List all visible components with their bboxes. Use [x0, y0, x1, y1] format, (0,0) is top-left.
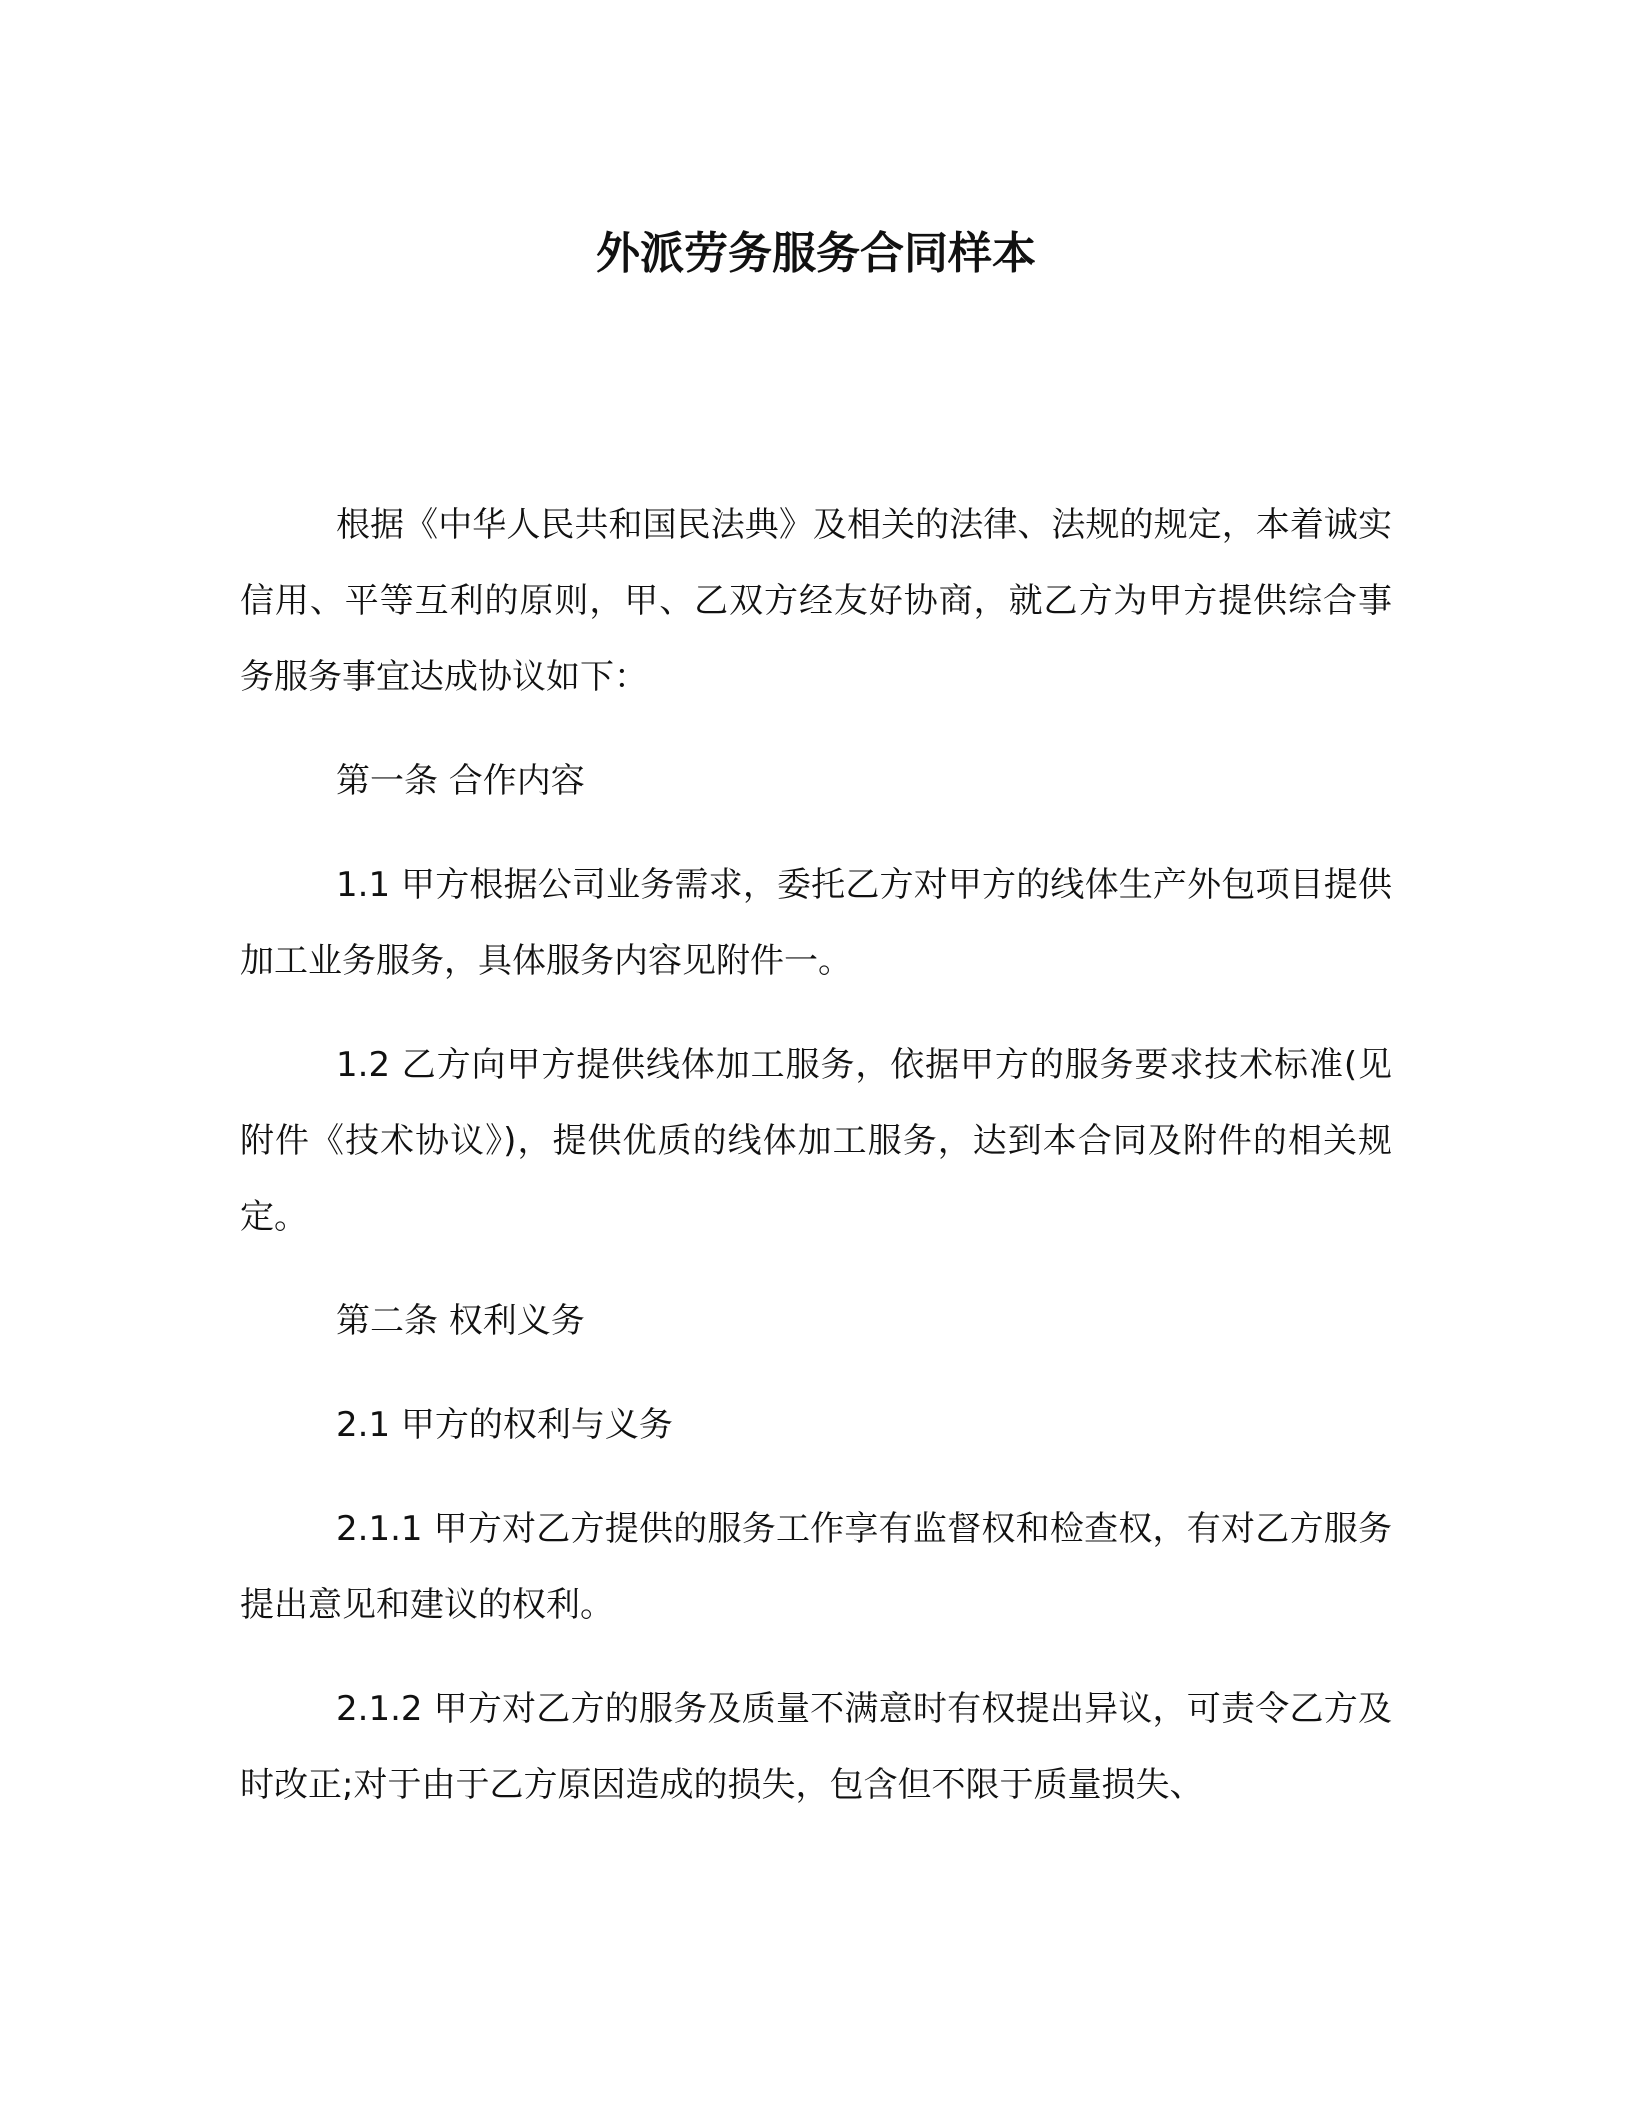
section-heading-2: 第二条 权利义务 — [336, 1301, 585, 1341]
clause-1-2: 1.2 乙方向甲方提供线体加工服务，依据甲方的服务要求技术标准(见附件《技术协议》)，提供优质的线体加工服务，达到本合同及附件的相关规定。 — [240, 1045, 1392, 1237]
clause-2-1-2: 2.1.2 甲方对乙方的服务及质量不满意时有权提出异议，可责令乙方及时改正;对于由于乙方原因造成的损失，包含但不限于质量损失、 — [240, 1689, 1392, 1805]
intro-paragraph: 根据《中华人民共和国民法典》及相关的法律、法规的规定，本着诚实信用、平等互利的原则，甲、乙双方经友好协商，就乙方为甲方提供综合事务服务事宜达成协议如下： — [240, 505, 1392, 697]
document-body — [240, 487, 1392, 1851]
clause-2-1: 2.1 甲方的权利与义务 — [336, 1405, 673, 1445]
clause-1-1: 1.1 甲方根据公司业务需求，委托乙方对甲方的线体生产外包项目提供加工业务服务，具体服务内容见附件一。 — [240, 865, 1392, 981]
clause-2-1-1: 2.1.1 甲方对乙方提供的服务工作享有监督权和检查权，有对乙方服务提出意见和建议的权利。 — [240, 1509, 1392, 1625]
document-title: 外派劳务服务合同样本 — [596, 228, 1036, 279]
section-heading-1: 第一条 合作内容 — [336, 761, 585, 801]
